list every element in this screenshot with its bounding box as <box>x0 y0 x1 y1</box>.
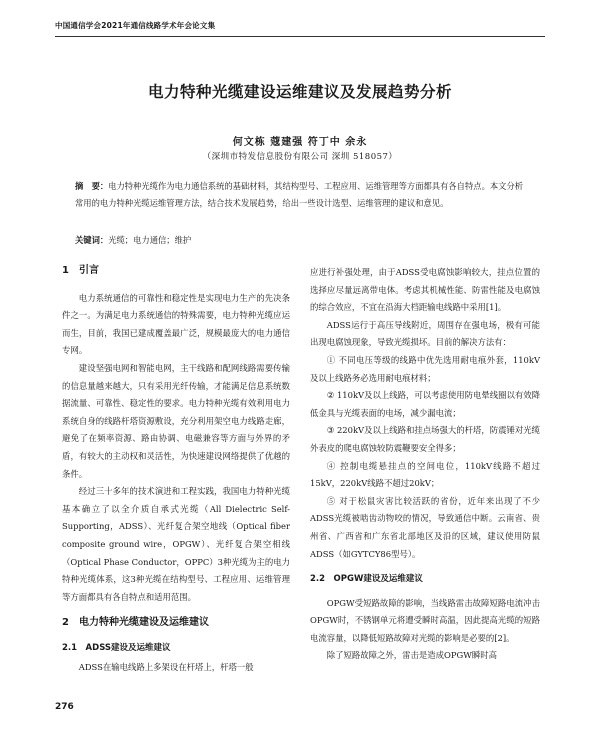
running-header: 中国通信学会2021年通信线路学术年会论文集 <box>55 21 216 30</box>
paragraph: 除了短路故障之外，雷击是造成OPGW瞬时高 <box>326 650 497 661</box>
paper-title: 电力特种光缆建设运维建议及发展趋势分析 <box>147 83 452 101</box>
paragraph: OPGW受短路故障的影响，当线路雷击故障短路电流冲击OPGW时，不锈钢单元将遭受瞬时高温，因此提高光缆的短路电流容量，以降低短路故障对光缆的影响是必要的[2]。 <box>310 597 540 643</box>
section-heading-intro: 1 引言 <box>62 265 99 276</box>
authors: 何文栋 蔻建强 符丁中 余永 <box>232 137 368 148</box>
header-divider <box>55 36 545 37</box>
abstract-text: 电力特种光缆作为电力通信系统的基础材料，其结构型号、工程应用、运维管理等方面都具有各自特点。本文分析常用的电力特种光缆运维管理方法，结合技术发展趋势，给出一些设计选型、运维管理的建议和意见。 <box>75 181 524 208</box>
list-item: ③ 220kV及以上线路和挂点场强大的杆塔，防震锤对光缆外表皮的爬电腐蚀较防震鞭要安全得多； <box>310 425 540 453</box>
list-item: ① 不同电压等级的线路中优先选用耐电痕外套，110kV及以上线路务必选用耐电痕材料； <box>310 354 540 383</box>
subsection-heading-2-1: 2.1 ADSS建设及运维建议 <box>62 642 171 653</box>
paragraph: 电力系统通信的可靠性和稳定性是实现电力生产的先决条件之一。为满足电力系统通信的特殊需要，电力特种光缆应运而生，目前，我国已建成覆盖最广泛，规模最庞大的电力通信专网。 <box>62 292 290 356</box>
left-column <box>62 262 290 677</box>
affiliation: （深圳市特发信息股份有限公司 深圳 518057） <box>202 152 398 162</box>
subsection-heading-2-2: 2.2 OPGW建设及运维建议 <box>310 574 423 585</box>
paragraph: 建设坚强电网和智能电网，主干线路和配网线路需要传输的信息量越来越大，只有采用光纤传输，才能满足信息系统数据流量、可靠性、稳定性的要求。电力特种光缆有效利用电力系统自身的线路杆塔资源敷设，充分利用架空电力线路走廊，避免了在频率资源、路由协调、电磁兼容等方面与外界的矛盾，有较大的主动权和灵活性，为快速建设网络提供了优越的条件。 <box>62 362 290 479</box>
page-number: 276 <box>55 702 74 712</box>
list-item: ⑤ 对于松鼠灾害比较活跃的省份，近年来出现了不少ADSS光缆被啮齿动物咬的情况，导致通信中断。云南省、贵州省、广西省和广东省北部地区及沿的区域，建议使用防鼠ADSS（如GYTCY86型号）。 <box>310 495 540 559</box>
list-item: ④ 控制电缆悬挂点的空间电位，110kV线路不超过15kV，220kV线路不超过20kV； <box>310 460 540 489</box>
keywords-text: 光缆；电力通信；维护 <box>108 235 192 245</box>
abstract <box>75 178 530 212</box>
section-heading-2: 2 电力特种光缆建设及运维建议 <box>62 617 209 629</box>
keywords-label: 关键词： <box>75 235 109 245</box>
right-column <box>310 264 540 665</box>
list-item: ② 110kV及以上线路，可以考虑使用防电晕线圈以有效降低金具与光缆表面的电场，减少漏电流； <box>310 390 540 418</box>
paragraph: ADSS在输电线路上多架设在杆塔上，杆塔一般 <box>78 662 254 673</box>
keywords <box>75 234 530 246</box>
paragraph: 经过三十多年的技术演进和工程实践，我国电力特种光缆基本确立了以全介质自承式光缆（All Dielectric Self-Supporting，ADSS）、光纤复合架空地线（Optical fiber composite ground wire，OPGW）、光纤复合架空相线（Optical Phase Conductor，OPPC）3种光缆为主的电力特种光缆体系，这3种光缆在结构型号、工程应用、运维管理等方面都具有各自特点和适用范围。 <box>62 486 290 602</box>
abstract-label: 摘 要： <box>75 181 109 191</box>
paragraph: ADSS运行于高压导线附近，周围存在强电场，极有可能出现电腐蚀现象，导致光缆损坏。目前的解决方法有： <box>310 319 540 348</box>
paragraph: 应进行补强处理，由于ADSS受电腐蚀影响较大，挂点位置的选择应尽量远离带电体。考虑其机械性能、防雷性能及电腐蚀的综合效应，不宜在沿海大档距输电线路中采用[1]。 <box>310 267 540 313</box>
